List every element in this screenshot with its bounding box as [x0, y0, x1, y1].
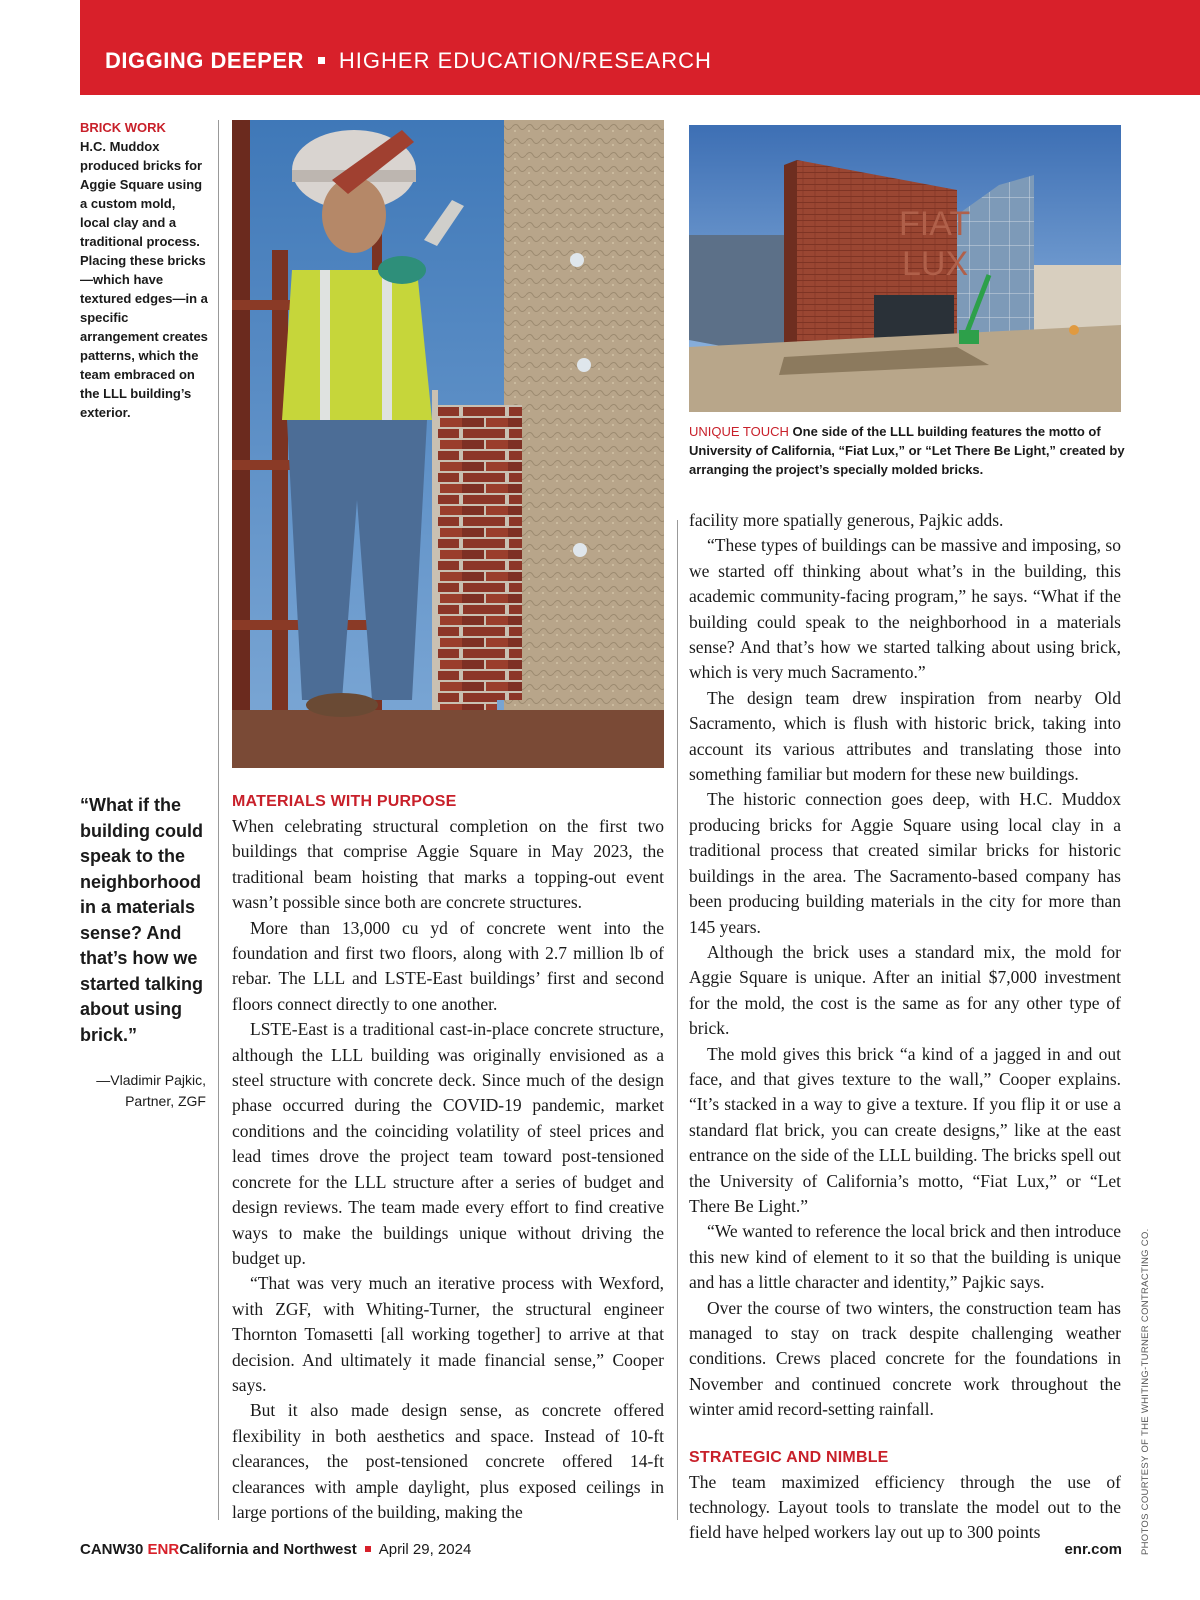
- subhead-materials: MATERIALS WITH PURPOSE: [232, 793, 457, 810]
- column-divider: [218, 120, 219, 1520]
- fiat-lux-building-photo: [689, 125, 1121, 412]
- page-number: CANW30: [80, 1541, 144, 1558]
- paragraph: The historic connection goes deep, with H.C. Muddox producing bricks for Aggie Square using local clay in a traditional process that created similar bricks for historic buildings in the area. The Sacramento-based company has been producing building materials in the city for more than 145 years.: [689, 789, 1121, 937]
- footer-separator: [365, 1546, 371, 1552]
- article-column-1: [232, 789, 664, 1525]
- building-photo-caption: [689, 422, 1129, 479]
- building-illustration: [689, 125, 1121, 412]
- paragraph: Over the course of two winters, the construction team has managed to stay on track despite challenging weather conditions. Crews placed concrete for the foundations in November and continued concrete work throughout the winter amid record-setting rainfall.: [689, 1297, 1121, 1420]
- footer-left: [80, 1541, 471, 1558]
- paragraph: “These types of buildings can be massive and imposing, so we started off thinking about what’s in the building, this academic community-facing program,” he says. “What if the building could speak to the neighborhood in a materials sense? And that’s how we started talking about using brick, which is very much Sacramento.”: [689, 535, 1121, 683]
- attribution-title: Partner, ZGF: [125, 1093, 206, 1109]
- subhead-strategic: STRATEGIC AND NIMBLE: [689, 1448, 889, 1466]
- caption-text: One side of the LLL building features the motto of University of California, “Fiat Lux,” or “Let There Be Light,” created by arranging the project’s specially molded bricks.: [689, 424, 1125, 477]
- paragraph: When celebrating structural completion on the first two buildings that comprise Aggie Square in May 2023, the traditional beam hoisting that marks a topping-out event wasn’t possible since both are concrete structures.: [232, 816, 664, 913]
- bricklayer-photo: [232, 120, 664, 768]
- pull-quote-attribution: [80, 1070, 206, 1112]
- paragraph: Although the brick uses a standard mix, the mold for Aggie Square is unique. After an initial $7,000 investment for the mold, the cost is the same as for any other type of brick.: [689, 941, 1121, 1039]
- photo-credit: PHOTOS COURTESY OF THE WHITING-TURNER CONTRACTING CO.: [1140, 1228, 1151, 1555]
- article-column-2: [689, 508, 1121, 1546]
- caption-label: UNIQUE TOUCH: [689, 424, 789, 439]
- attribution-name: —Vladimir Pajkic,: [96, 1072, 206, 1088]
- enr-logo: ENR: [147, 1541, 180, 1558]
- paragraph: But it also made design sense, as concrete offered flexibility in both aesthetics and space. Instead of 10-ft clearances, the post-tensioned concrete offered 14-ft clearances with ample daylight, plus exposed ceilings in large portions of the building, making the: [232, 1400, 664, 1522]
- fiat-lettering: FIAT: [899, 205, 971, 243]
- banner-text: [105, 48, 712, 74]
- caption-label: BRICK WORK: [80, 120, 166, 135]
- lux-lettering: LUX: [902, 245, 969, 283]
- paragraph: “That was very much an iterative process with Wexford, with ZGF, with Whiting-Turner, the structural engineer Thornton Tomasetti [all working together] to arrive at that decision. And ultimately it made financial sense,” Cooper says.: [232, 1273, 664, 1395]
- caption-text: H.C. Muddox produced bricks for Aggie Square using a custom mold, local clay and a traditional process. Placing these bricks—which have textured edges—in a specific arrangement creates patterns, which the team embraced on the LLL building’s exterior.: [80, 139, 208, 420]
- column-divider: [677, 520, 678, 1520]
- issue-date: April 29, 2024: [378, 1541, 472, 1558]
- banner-separator: [318, 57, 325, 64]
- paragraph: “We wanted to reference the local brick and then introduce this new kind of element to it so that the building is unique and has a little character and identity,” Pajkic says.: [689, 1221, 1121, 1293]
- pull-quote: “What if the building could speak to the neighborhood in a materials sense? And that’s how we started talking about using brick.”: [80, 795, 204, 1045]
- section-banner: [80, 0, 1200, 95]
- section-title: DIGGING DEEPER: [105, 48, 304, 73]
- paragraph: The mold gives this brick “a kind of a jagged in and out face, and that gives texture to the wall,” Cooper explains. “It’s stacked in a way to give a texture. If you flip it or use a standard flat brick, you can create designs,” like at the east entrance on the side of the LLL building. The bricks spell out the University of California’s motto, “Fiat Lux,” or “Let There Be Light.”: [689, 1043, 1121, 1216]
- paragraph: The team maximized efficiency through the use of technology. Layout tools to translate the model out to the field have helped workers lay out up to 300 points: [689, 1471, 1121, 1543]
- paragraph: The design team drew inspiration from nearby Old Sacramento, which is flush with historic brick, taking into account its various attributes and translating those into something familiar but modern for these new buildings.: [689, 687, 1121, 785]
- sidebar-photo-caption: [80, 118, 208, 422]
- bricklayer-illustration: [232, 120, 664, 768]
- subsection-title: HIGHER EDUCATION/RESEARCH: [338, 48, 712, 73]
- site-url[interactable]: enr.com: [1064, 1541, 1122, 1558]
- paragraph: facility more spatially generous, Pajkic adds.: [689, 510, 1004, 530]
- page-footer: [80, 1535, 1122, 1565]
- paragraph: LSTE-East is a traditional cast-in-place concrete structure, although the LLL building was originally envisioned as a steel structure with concrete deck. Since much of the design phase occurred during the COVID-19 pandemic, market conditions and the coinciding volatility of steel prices and lead times drove the project team toward post-tensioned concrete for the LLL structure after a series of budget and design reviews. The team made every effort to find creative ways to make the buildings unique without driving the budget up.: [232, 1019, 664, 1268]
- edition-name: California and Northwest: [179, 1541, 357, 1558]
- paragraph: More than 13,000 cu yd of concrete went into the foundation and first two floors, along with 2.7 million lb of rebar. The LLL and LSTE-East buildings’ first and second floors connect directly to one another.: [232, 917, 664, 1014]
